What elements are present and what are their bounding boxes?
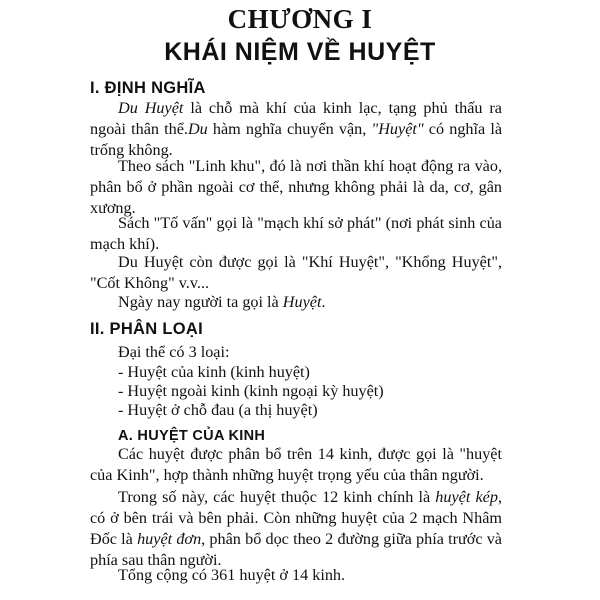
- term-huyet-2: Huyệt: [282, 293, 322, 311]
- paragraph-kinh-1: Các huyệt được phân bổ trên 14 kinh, được gọi là "huyệt của Kinh", hợp thành những huyệt trọng yếu của thân người.: [90, 445, 502, 484]
- term-huyet: "Huyệt": [371, 120, 424, 138]
- classification-intro: Đại thể có 3 loại:: [118, 343, 230, 361]
- term-huyet-kep: huyệt kép: [435, 488, 498, 506]
- list-item: - Huyệt của kinh (kinh huyệt): [118, 363, 310, 381]
- section-heading-classification: II. PHÂN LOẠI: [90, 320, 203, 338]
- term-du-huyet: Du Huyệt: [118, 99, 184, 117]
- paragraph-definition-2: Theo sách "Linh khu", đó là nơi thần khí hoạt động ra vào, phân bổ ở phần ngoài cơ thể, nhưng không phải là da, cơ, gân xương.: [90, 157, 502, 217]
- chapter-title: KHÁI NIỆM VỀ HUYỆT: [164, 38, 436, 66]
- list-item: - Huyệt ngoài kinh (kinh ngoại kỳ huyệt): [118, 382, 384, 400]
- paragraph-definition-4: Du Huyệt còn được gọi là "Khí Huyệt", "Khổng Huyệt", "Cốt Không" v.v...: [90, 253, 502, 292]
- section-heading-definition: I. ĐỊNH NGHĨA: [90, 79, 206, 97]
- paragraph-definition-1: Du Huyệt là chỗ mà khí của kinh lạc, tạng phủ thấu ra ngoài thân thể.Du hàm nghĩa chuyển vận, "Huyệt" có nghĩa là trống không.: [90, 99, 503, 159]
- paragraph-definition-5: Ngày nay người ta gọi là Huyệt.: [118, 293, 326, 311]
- term-huyet-don: huyệt đơn: [137, 530, 202, 548]
- paragraph-kinh-3: Tổng cộng có 361 huyệt ở 14 kinh.: [118, 566, 346, 584]
- chapter-label: CHƯƠNG I: [227, 4, 373, 34]
- paragraph-definition-3: Sách "Tố vấn" gọi là "mạch khí sở phát" (nơi phát sinh của mạch khí).: [90, 214, 502, 253]
- paragraph-kinh-2: Trong số này, các huyệt thuộc 12 kinh chính là huyệt kép, có ở bên trái và bên phải. Còn những huyệt của 2 mạch Nhâm Đốc là huyệt đơn, phân bổ dọc theo 2 đường giữa phía trước và phía sau thân người.: [90, 488, 502, 569]
- term-du: Du: [187, 120, 208, 138]
- subsection-heading-kinh: A. HUYỆT CỦA KINH: [118, 428, 266, 444]
- list-item: - Huyệt ở chỗ đau (a thị huyệt): [118, 401, 318, 419]
